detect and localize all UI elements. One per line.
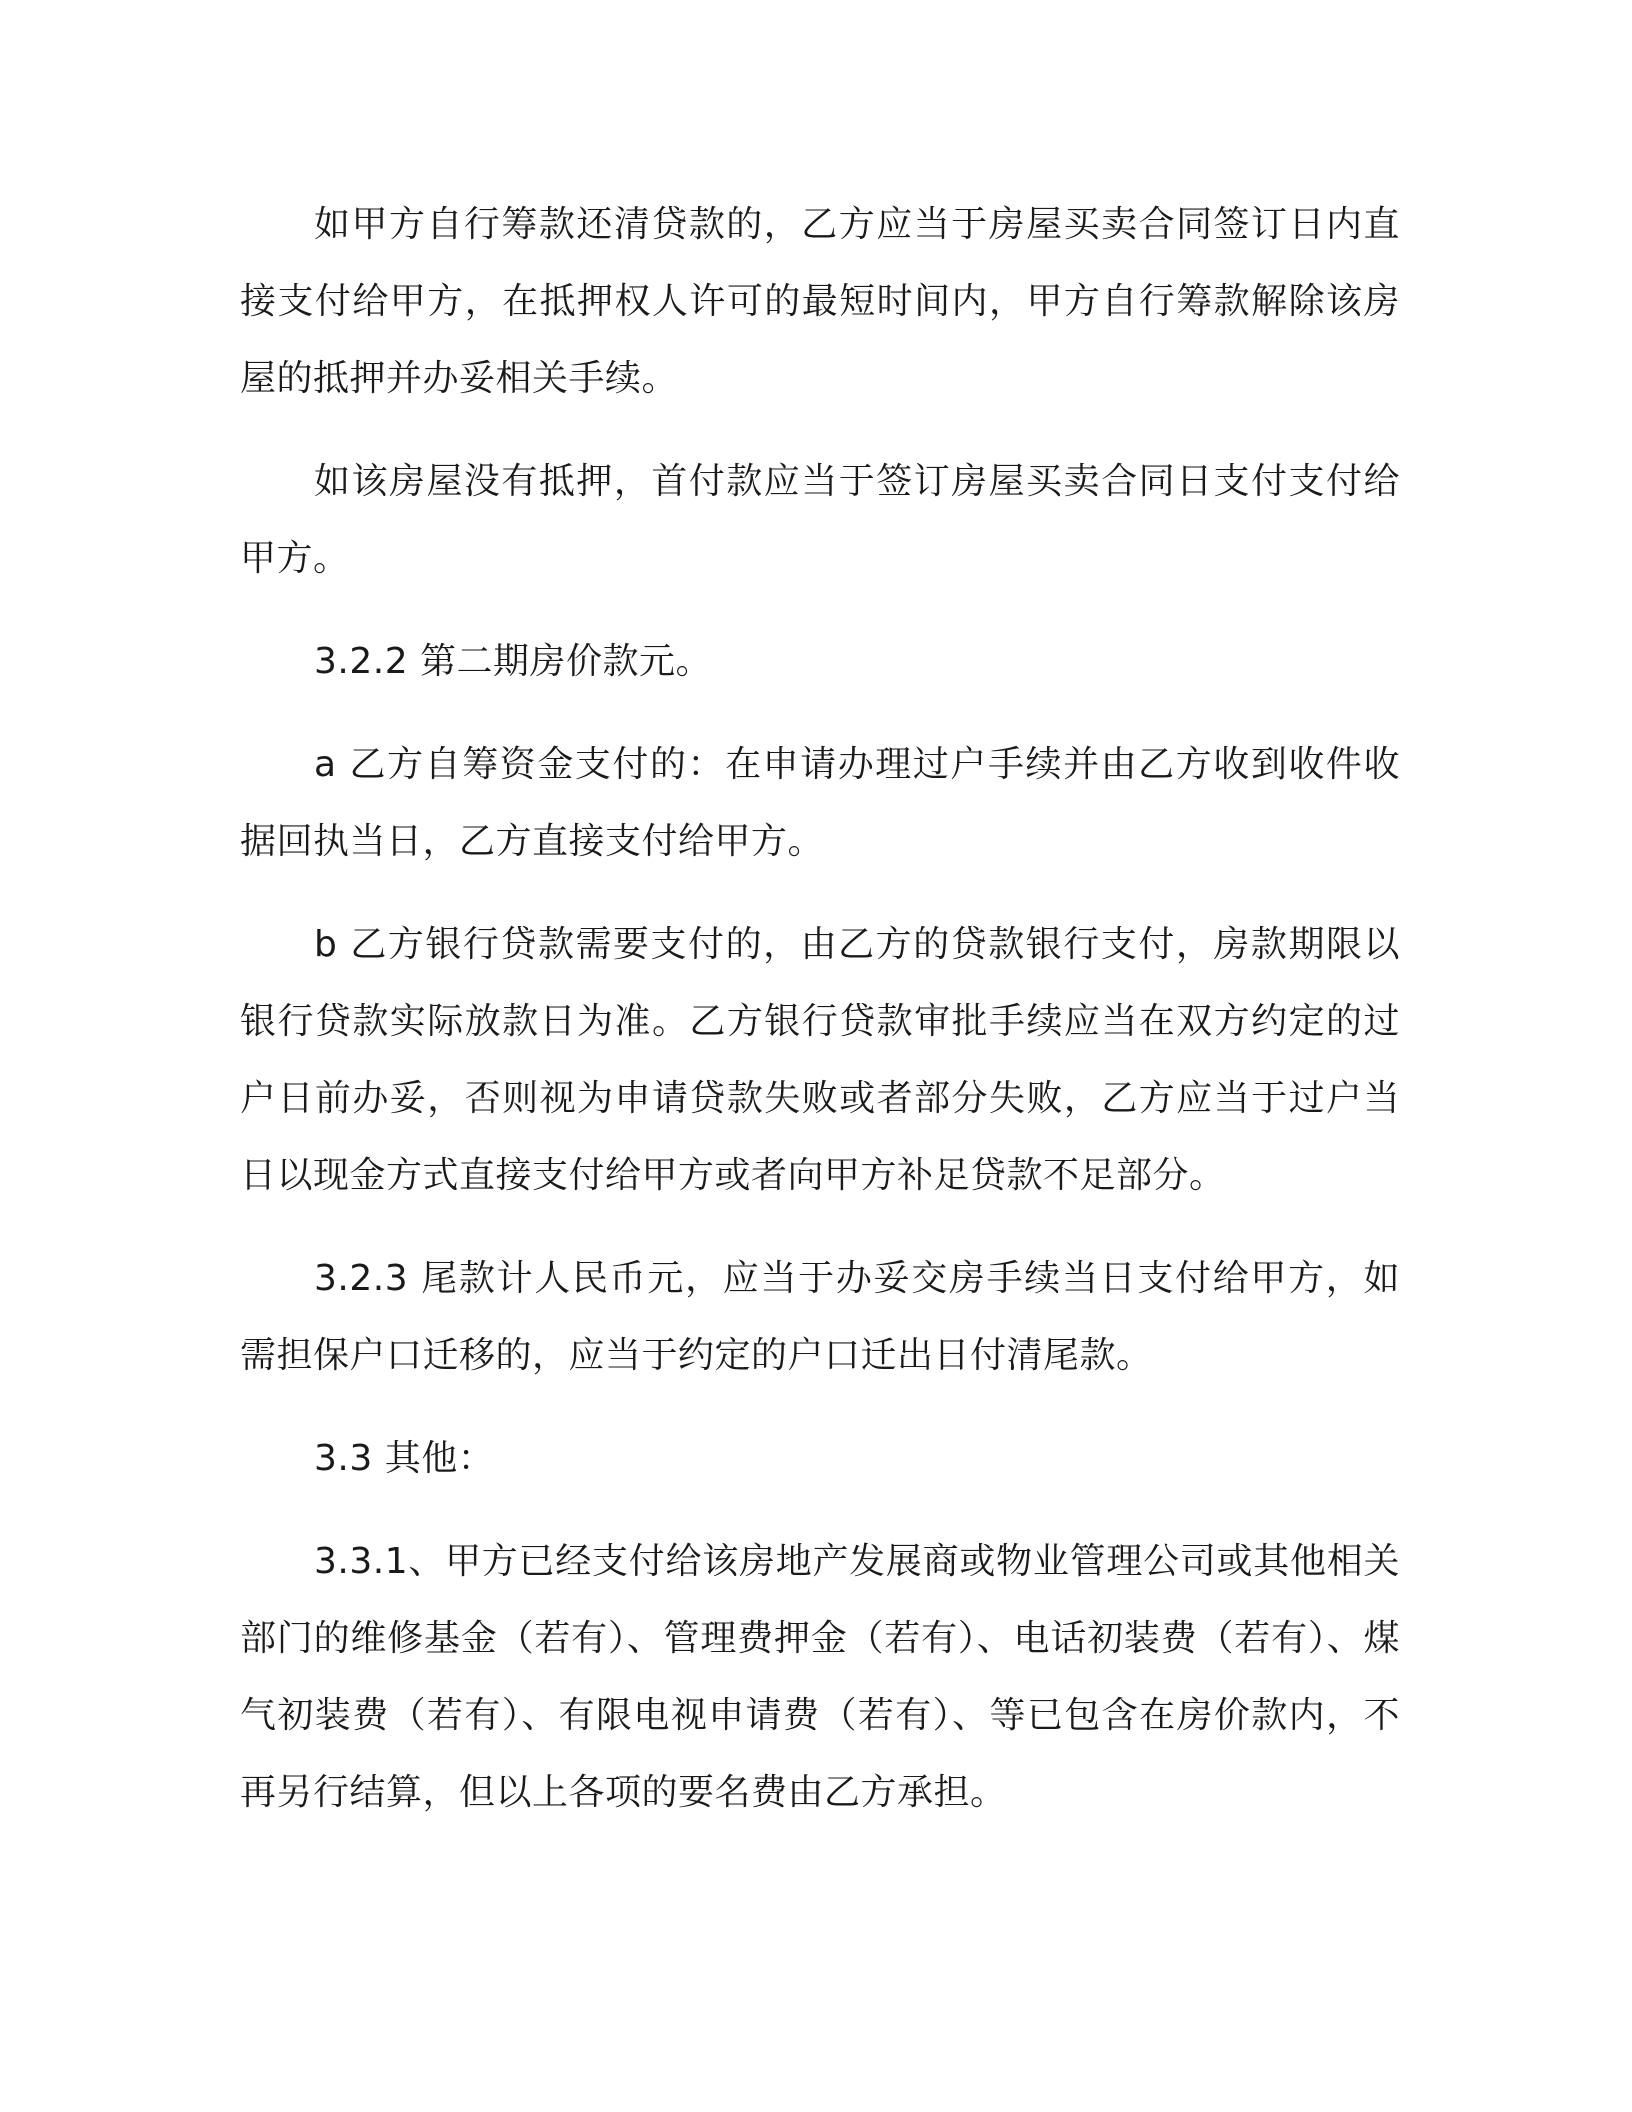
- paragraph-3-2-3: 3.2.3 尾款计人民币元，应当于办妥交房手续当日支付给甲方，如需担保户口迁移的，应当于约定的户口迁出日付清尾款。: [240, 1258, 1400, 1376]
- paragraph-3-2-2-b: b 乙方银行贷款需要支付的，由乙方的贷款银行支付，房款期限以银行贷款实际放款日为准。乙方银行贷款审批手续应当在双方约定的过户日前办妥，否则视为申请贷款失败或者部分失败，乙方应当于过户当日以现金方式直接支付给甲方或者向甲方补足贷款不足部分。: [240, 924, 1400, 1196]
- paragraph-no-mortgage: 如该房屋没有抵押，首付款应当于签订房屋买卖合同日支付支付给甲方。: [240, 461, 1400, 579]
- paragraph-loan-repayment: 如甲方自行筹款还清贷款的，乙方应当于房屋买卖合同签订日内直接支付给甲方，在抵押权人许可的最短时间内，甲方自行筹款解除该房屋的抵押并办妥相关手续。: [240, 204, 1400, 399]
- paragraph-3-3: 3.3 其他：: [314, 1438, 495, 1479]
- paragraph-3-2-2-a: a 乙方自筹资金支付的：在申请办理过户手续并由乙方收到收件收据回执当日，乙方直接支付给甲方。: [240, 744, 1400, 862]
- paragraph-3-3-1: 3.3.1、甲方已经支付给该房地产发展商或物业管理公司或其他相关部门的维修基金（若有）、管理费押金（若有）、电话初装费（若有）、煤气初装费（若有）、有限电视申请费（若有）、等已包含在房价款内，不再另行结算，但以上各项的要名费由乙方承担。: [240, 1541, 1400, 1813]
- paragraph-3-2-2: 3.2.2 第二期房价款元。: [314, 641, 713, 682]
- document-body: [240, 186, 1400, 1857]
